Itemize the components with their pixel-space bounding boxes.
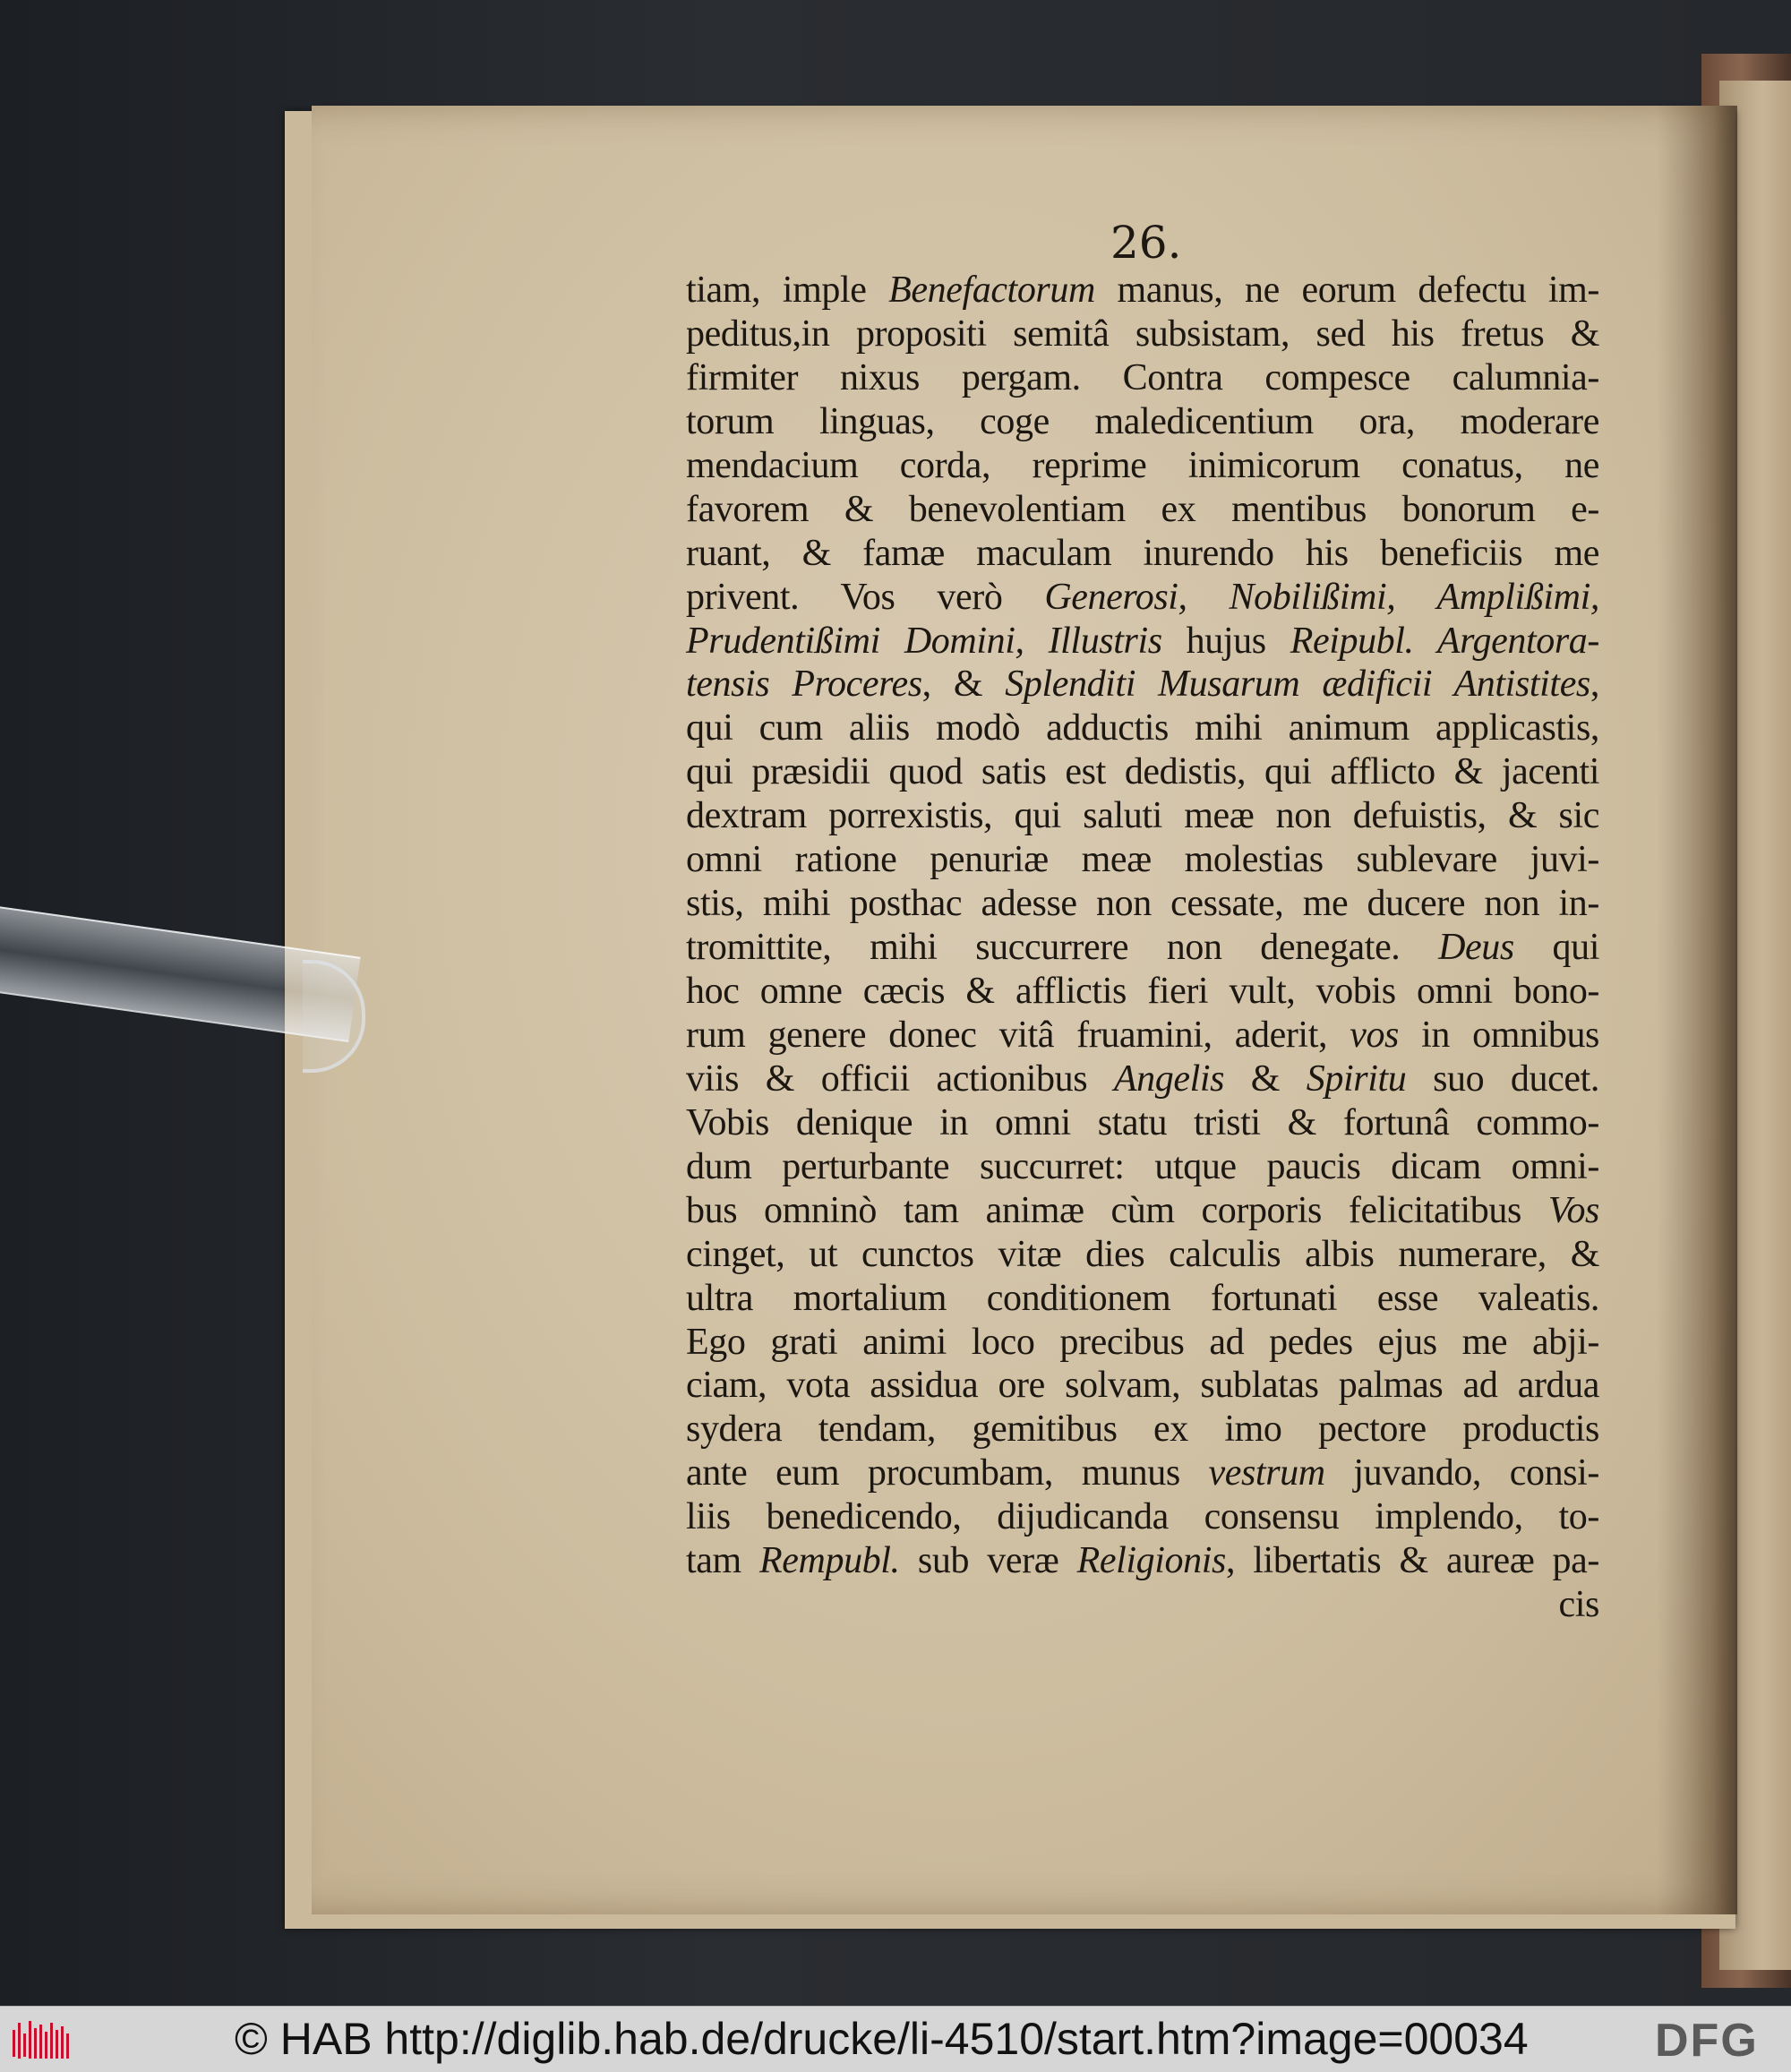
footer-copyright-url: © HAB http://diglib.hab.de/drucke/li-4510/start.htm?image=00034 (235, 2014, 1529, 2064)
text-line (686, 488, 1599, 532)
text-run: bus omninò tam animæ cùm corporis felicitatibus (686, 1189, 1548, 1231)
italic-text-run: Rempubl. (759, 1540, 900, 1582)
text-run: sydera tendam, gemitibus ex imo pectore productis (686, 1408, 1599, 1451)
text-run: hujus (1161, 620, 1290, 662)
italic-text-run: vestrum (1208, 1452, 1325, 1494)
text-run: stis, mihi posthac adesse non cessate, me ducere non in- (686, 883, 1599, 925)
italic-text-run: Reipubl. Argentora- (1290, 620, 1599, 662)
text-run: qui cum aliis modò adductis mihi animum applicastis, (686, 707, 1599, 749)
text-line (686, 882, 1599, 926)
text-run: , (1590, 664, 1599, 706)
italic-text-run: Prudentißimi Domini, Illustris (686, 620, 1162, 662)
text-line (686, 313, 1599, 356)
text-run: manus, ne eorum defectu im- (1094, 270, 1599, 311)
text-run: rum genere donec vitâ fruamini, aderit, (686, 1014, 1350, 1056)
text-run: ciam, vota assidua ore solvam, sublatas palmas ad ardua (686, 1365, 1599, 1407)
text-line (686, 794, 1599, 838)
text-line (686, 532, 1599, 576)
italic-text-run: Splenditi Musarum ædificii Antistites (1005, 664, 1590, 706)
text-line (686, 620, 1599, 664)
text-line (686, 1451, 1599, 1495)
text-line (686, 400, 1599, 444)
text-run: Vobis denique in omni statu tristi & fortunâ commo- (686, 1101, 1599, 1143)
page-text-block (686, 269, 1599, 1627)
text-line (686, 1277, 1599, 1321)
italic-text-run: tensis Proceres (686, 664, 922, 706)
text-run: , & (921, 664, 1006, 706)
text-line (686, 269, 1599, 313)
text-run: & (1224, 1057, 1307, 1100)
text-line (686, 1145, 1599, 1189)
text-run: ruant, & famæ maculam inurendo his beneficiis me (686, 532, 1599, 574)
text-line (686, 838, 1599, 882)
text-line (686, 1321, 1599, 1365)
text-run: ante eum procumbam, munus (686, 1452, 1209, 1494)
footer-bar (0, 2006, 1791, 2072)
text-line (686, 706, 1599, 750)
text-run: Ego grati animi loco precibus ad pedes ejus me abji- (686, 1321, 1599, 1363)
text-run: suo ducet. (1406, 1057, 1599, 1100)
text-line (686, 1057, 1599, 1101)
text-run: favorem & benevolentiam ex mentibus bonorum e- (686, 488, 1599, 530)
text-run: viis & officii actionibus (686, 1057, 1114, 1100)
text-run: juvando, consi- (1324, 1452, 1599, 1494)
italic-text-run: Angelis (1113, 1057, 1225, 1100)
text-run: qui (1513, 927, 1599, 969)
text-run: omni ratione penuriæ meæ molestias sublevare juvi- (686, 839, 1599, 881)
text-line (686, 1233, 1599, 1277)
text-line (686, 576, 1599, 620)
italic-text-run: vos (1350, 1014, 1399, 1056)
text-line (686, 750, 1599, 794)
text-run: privent. Vos verò (686, 576, 1045, 618)
italic-text-run: Benefactorum (888, 270, 1095, 311)
text-line (686, 1539, 1599, 1583)
text-run: dum perturbante succurret: utque paucis dicam omni- (686, 1145, 1599, 1187)
text-line (686, 663, 1599, 706)
page-gutter-shadow (1657, 106, 1737, 1914)
italic-text-run: Generosi, Nobilißimi, Amplißimi, (1044, 576, 1599, 618)
page-number: 26. (1110, 217, 1182, 269)
italic-text-run: Deus (1438, 927, 1514, 969)
text-line (686, 970, 1599, 1014)
text-line (686, 1014, 1599, 1057)
text-line (686, 444, 1599, 488)
text-run: tiam, imple (686, 270, 889, 311)
italic-text-run: Vos (1547, 1189, 1599, 1231)
text-line (686, 356, 1599, 400)
text-run: dextram porrexistis, qui saluti meæ non defuistis, & sic (686, 795, 1599, 837)
text-line (686, 1189, 1599, 1233)
text-run: torum linguas, coge maledicentium ora, moderare (686, 400, 1599, 442)
text-line (686, 1495, 1599, 1539)
text-run: in omnibus (1399, 1014, 1599, 1056)
text-run: liis benedicendo, dijudicanda consensu implendo, to- (686, 1496, 1599, 1538)
text-run: peditus,in propositi semitâ subsistam, sed his fretus & (686, 313, 1599, 355)
text-run: tromittite, mihi succurrere non denegate. (686, 927, 1439, 969)
text-run: ultra mortalium conditionem fortunati esse valeatis. (686, 1277, 1599, 1319)
text-run: hoc omne cæcis & afflictis fieri vult, vobis omni bono- (686, 971, 1599, 1012)
italic-text-run: Religionis (1076, 1540, 1226, 1582)
text-run: , libertatis & aureæ pa- (1225, 1540, 1599, 1582)
italic-text-run: Spiritu (1306, 1057, 1407, 1100)
text-line (686, 1408, 1599, 1451)
text-run: mendacium corda, reprime inimicorum conatus, ne (686, 444, 1599, 486)
hab-barcode-logo-icon (11, 2017, 73, 2062)
text-run: cinget, ut cunctos vitæ dies calculis albis numerare, & (686, 1233, 1599, 1275)
text-line (686, 1364, 1599, 1408)
text-run: sub veræ (899, 1540, 1077, 1582)
dfg-logo: DFG (1655, 2015, 1759, 2067)
text-line (686, 926, 1599, 970)
text-line (686, 1101, 1599, 1145)
text-run: tam (686, 1540, 760, 1582)
text-run: firmiter nixus pergam. Contra compesce calumnia- (686, 356, 1599, 398)
catchword: cis (1558, 1584, 1599, 1626)
text-run: qui præsidii quod satis est dedistis, qui afflicto & jacenti (686, 751, 1599, 793)
